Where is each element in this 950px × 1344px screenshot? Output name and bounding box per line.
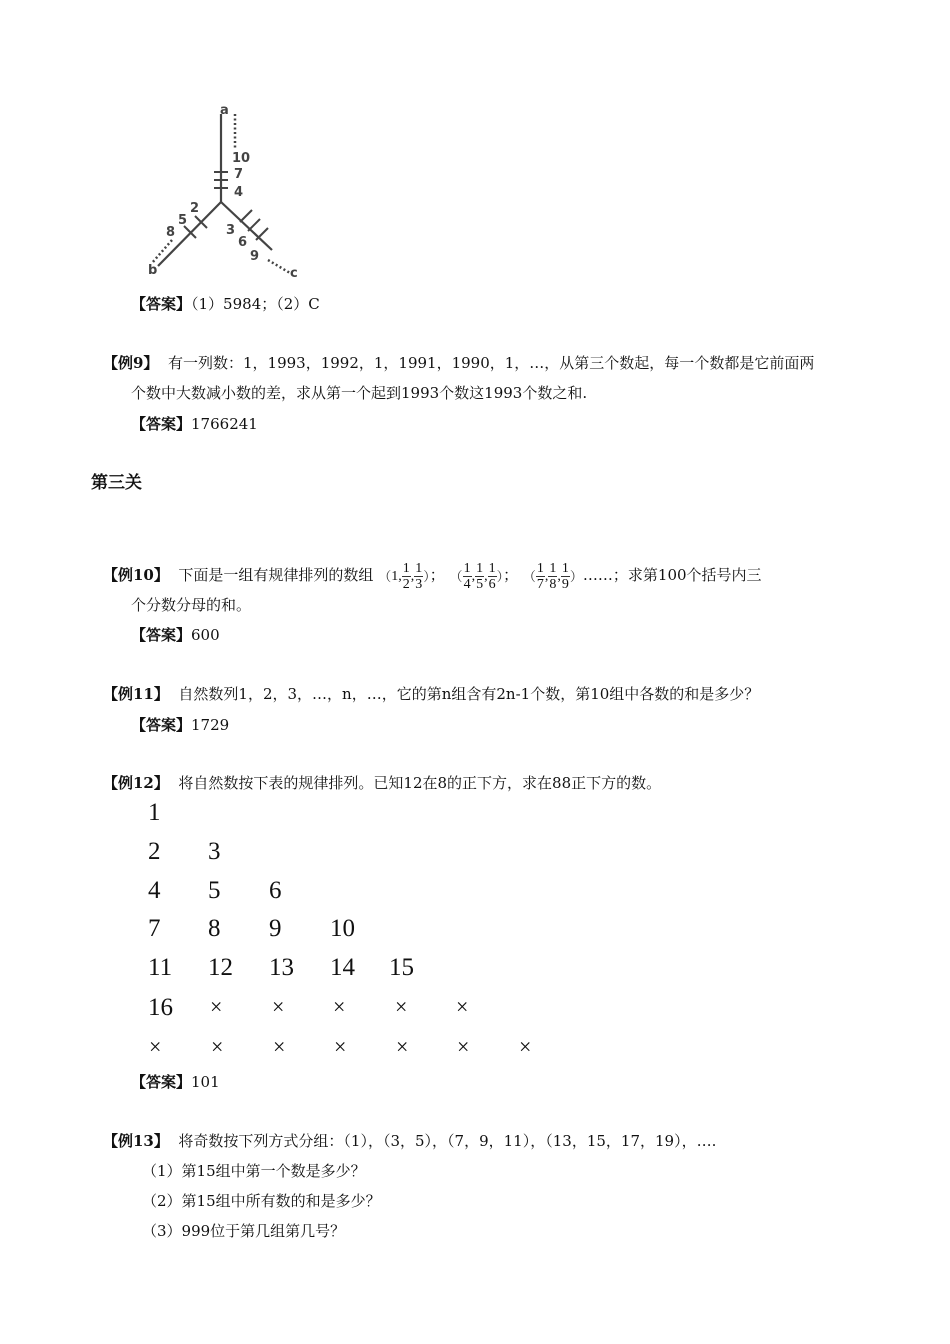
answer-tag: 【答案】 <box>131 716 192 734</box>
triangle-cell: 7 <box>148 915 161 942</box>
fraction-group-3: （ $\frac{1}{7}$ , $\frac{1}{8}$ , $\frac{1}{9}$ ） <box>522 561 583 593</box>
separator: ； <box>429 566 445 584</box>
figure-tick <box>248 219 260 231</box>
figure-label-c: c <box>290 266 298 281</box>
example-tag: 【例9】 <box>103 354 159 372</box>
figure-top-label: 4 <box>234 185 244 200</box>
example-tag: 【例11】 <box>103 685 169 703</box>
fraction: $\frac{1}{8}$ <box>549 561 557 593</box>
fraction-group-1: （1, $\frac{1}{2}$ , $\frac{1}{3}$ ） <box>378 561 430 593</box>
answer-tag: 【答案】 <box>131 295 192 313</box>
triangle-cell: 11 <box>148 954 173 981</box>
example-text: 将奇数按下列方式分组：（1），（3，5），（7，9，11），（13，15，17，19），…. <box>178 1132 717 1150</box>
triangle-cell: × <box>456 994 469 1019</box>
triangle-cell: 8 <box>208 915 221 942</box>
triangle-cell: 10 <box>330 915 355 942</box>
example-12 <box>103 773 661 793</box>
triangle-cell: 9 <box>269 915 282 942</box>
figure-label-a: a <box>220 103 229 118</box>
triangle-cell: 15 <box>389 954 414 981</box>
question-2: （2）第15组中所有数的和是多少？ <box>142 1192 381 1210</box>
section-title: 第三关 <box>91 473 142 493</box>
triangle-cell: × <box>519 1034 532 1059</box>
figure-right-dots <box>268 260 290 273</box>
triangle-cell: 6 <box>269 877 282 904</box>
triangle-cell: × <box>457 1034 470 1059</box>
figure-top-label: 7 <box>234 167 244 182</box>
triangle-cell: × <box>210 994 223 1019</box>
question-3: （3）999位于第几组第几号？ <box>142 1222 346 1240</box>
fraction: $\frac{1}{5}$ <box>476 561 484 593</box>
triangle-cell: × <box>334 1034 347 1059</box>
example-10-line2: 个分数分母的和。 <box>131 596 252 614</box>
question-1: （1）第15组中第一个数是多少？ <box>142 1162 366 1180</box>
triangle-cell: 12 <box>208 954 233 981</box>
answer-9 <box>131 414 258 434</box>
triangle-cell: × <box>273 1034 286 1059</box>
answer-8 <box>131 294 320 314</box>
y-branch-figure <box>140 100 310 285</box>
fraction: $\frac{1}{2}$ <box>402 561 410 593</box>
triangle-cell: × <box>333 994 346 1019</box>
fraction: $\frac{1}{7}$ <box>536 561 544 593</box>
figure-right-label: 3 <box>226 223 236 238</box>
triangle-cell: × <box>395 994 408 1019</box>
example-11 <box>103 684 759 704</box>
example-text: 将自然数按下表的规律排列。已知12在8的正下方，求在88正下方的数。 <box>178 774 662 792</box>
figure-right-label: 6 <box>238 235 248 250</box>
triangle-cell: × <box>396 1034 409 1059</box>
figure-left-dots <box>152 240 172 263</box>
example-text: 有一列数：1，1993，1992，1，1991，1990，1，…，从第三个数起，每一个数都是它前面两 <box>167 354 815 372</box>
answer-11 <box>131 715 229 735</box>
group-lead: 1 <box>391 569 399 584</box>
answer-12 <box>131 1072 220 1092</box>
answer-text: 600 <box>191 626 220 644</box>
fraction-group-2: （ $\frac{1}{4}$ , $\frac{1}{5}$ , $\frac{1}{6}$ ） <box>449 561 504 593</box>
answer-text: 101 <box>191 1073 220 1091</box>
example-9-line2: 个数中大数减小数的差，求从第一个起到1993个数这1993个数之和. <box>131 384 588 402</box>
fraction: $\frac{1}{3}$ <box>415 561 423 593</box>
answer-tag: 【答案】 <box>131 1073 192 1091</box>
example-text-tail: ……；求第100个括号内三 <box>582 566 762 584</box>
example-text: 自然数列1，2，3，…，n，…，它的第n组含有2n-1个数，第10组中各数的和是多少？ <box>178 685 760 703</box>
triangle-cell: × <box>149 1034 162 1059</box>
figure-left-label: 2 <box>190 201 200 216</box>
example-tag: 【例12】 <box>103 774 169 792</box>
figure-tick <box>240 210 252 222</box>
example-tag: 【例13】 <box>103 1132 169 1150</box>
triangle-cell: 3 <box>208 838 221 865</box>
fraction: $\frac{1}{9}$ <box>561 561 569 593</box>
triangle-cell: 5 <box>208 877 221 904</box>
example-13 <box>103 1131 716 1151</box>
example-tag: 【例10】 <box>103 566 169 584</box>
figure-top-label: 10 <box>232 151 251 166</box>
fraction: $\frac{1}{6}$ <box>488 561 496 593</box>
figure-label-b: b <box>148 263 158 278</box>
fraction: $\frac{1}{4}$ <box>463 561 471 593</box>
answer-text: 1729 <box>191 716 230 734</box>
figure-tick <box>256 228 268 240</box>
answer-10 <box>131 625 220 645</box>
answer-tag: 【答案】 <box>131 626 192 644</box>
answer-text: （1）5984；（2）C <box>191 295 320 313</box>
example-text: 下面是一组有规律排列的数组 <box>178 566 374 584</box>
triangle-cell: 2 <box>148 838 161 865</box>
triangle-cell: × <box>211 1034 224 1059</box>
triangle-cell: × <box>272 994 285 1019</box>
answer-tag: 【答案】 <box>131 415 192 433</box>
triangle-cell: 16 <box>148 994 173 1021</box>
answer-text: 1766241 <box>191 415 258 433</box>
triangle-cell: 14 <box>330 954 355 981</box>
triangle-cell: 13 <box>269 954 294 981</box>
figure-left-label: 5 <box>178 213 188 228</box>
separator: ； <box>503 566 519 584</box>
figure-left-label: 8 <box>166 225 176 240</box>
triangle-cell: 1 <box>148 799 161 826</box>
figure-right-label: 9 <box>250 249 260 264</box>
example-9-line1 <box>103 353 814 373</box>
triangle-cell: 4 <box>148 877 161 904</box>
